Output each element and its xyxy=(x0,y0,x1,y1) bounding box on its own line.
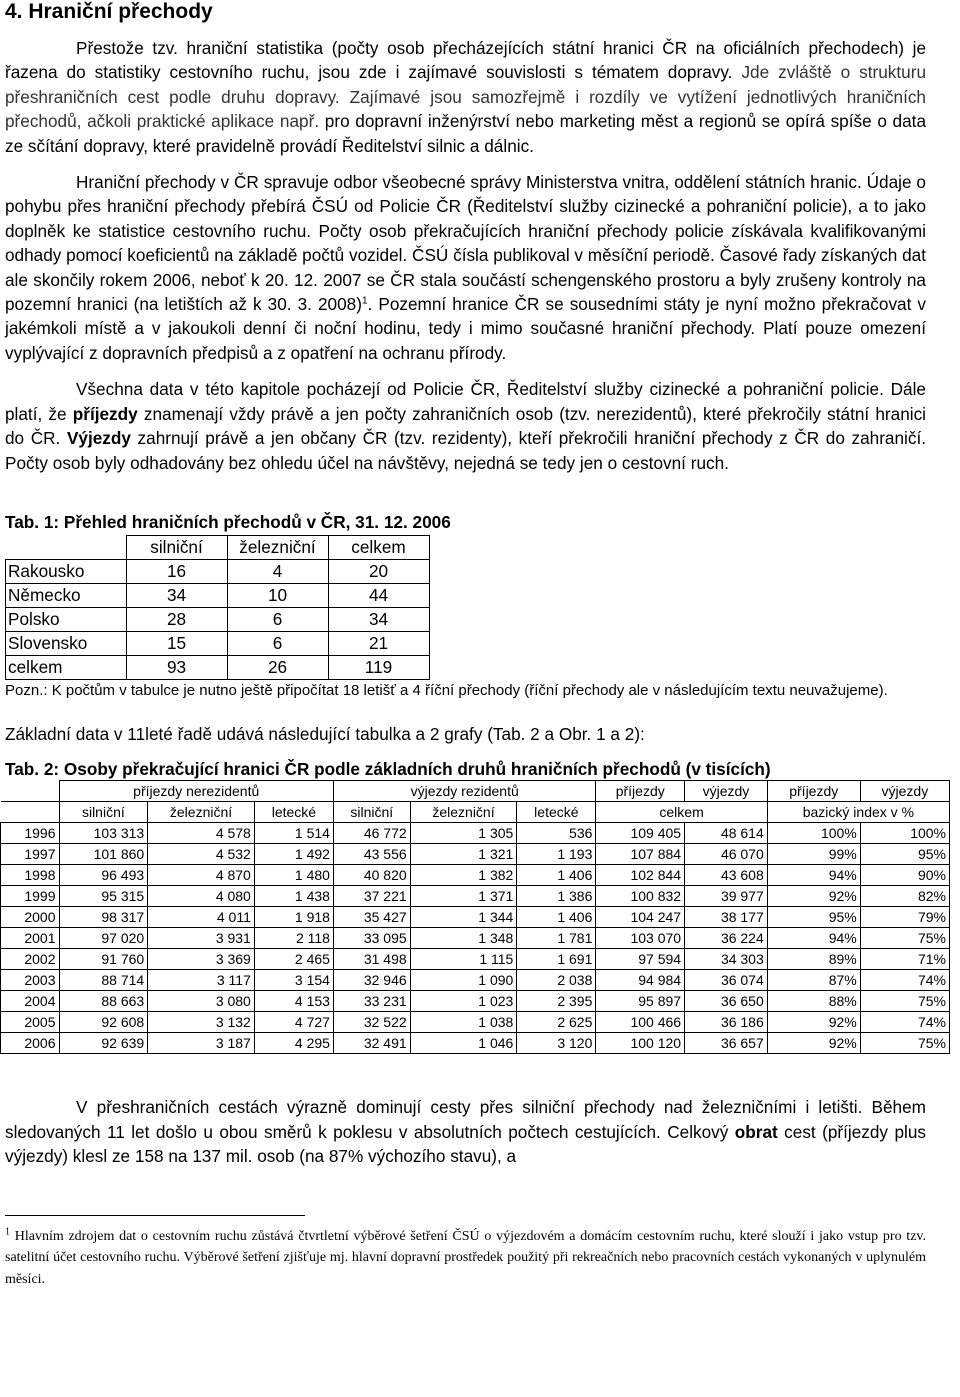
footnote-number: 1 xyxy=(5,1225,10,1237)
value-cell: 87% xyxy=(767,970,860,991)
year-cell: 2003 xyxy=(1,970,60,991)
value-cell: 100 466 xyxy=(596,1012,685,1033)
p1-text-c: pro dopravní inženýrství nebo marketing měst a regionů se opírá spíše o data ze sčítání dopravy, které pravidelně provádí Ředitelství silnic a dálnic. xyxy=(5,111,927,156)
value-cell: 28 xyxy=(126,607,227,631)
value-cell: 36 074 xyxy=(685,970,768,991)
value-cell: 26 xyxy=(227,655,328,679)
term-vyjezdy: Výjezdy xyxy=(66,428,131,449)
value-cell: 1 514 xyxy=(254,823,333,844)
value-cell: 92 608 xyxy=(59,1012,148,1033)
value-cell: 94% xyxy=(767,928,860,949)
value-cell: 15 xyxy=(126,631,227,655)
value-cell: 33 231 xyxy=(333,991,410,1012)
p1-text-b: Jde zvláště o strukturu přeshraničních cest podle druhu dopravy. Zajímavé jsou samozřejmě i rozdíly ve vytížení jednotlivých hraničních přechodů, ačkoli praktické aplikace např. xyxy=(5,62,927,132)
value-cell: 1 321 xyxy=(410,844,517,865)
value-cell: 32 491 xyxy=(333,1033,410,1054)
value-cell: 95% xyxy=(767,907,860,928)
value-cell: 4 011 xyxy=(148,907,255,928)
year-cell: 2004 xyxy=(1,991,60,1012)
country-cell: Německo xyxy=(6,583,127,607)
value-cell: 3 154 xyxy=(254,970,333,991)
value-cell: 95% xyxy=(860,844,949,865)
value-cell: 1 193 xyxy=(517,844,596,865)
value-cell: 92% xyxy=(767,1012,860,1033)
p3-text-d: zahrnují právě a jen občany ČR (tzv. rezidenty), kteří překročili hraniční přechody z ČR do zahraničí. Počty osob byly odhadovány bez ohledu účel na návštěvy, nejedná se tedy jen o cestovní ruch. xyxy=(5,428,926,473)
table-row xyxy=(1,949,950,970)
value-cell: 4 080 xyxy=(148,886,255,907)
table-header-row xyxy=(1,802,950,823)
p4-text-a: V přeshraničních cestách výrazně dominují cesty přes silniční přechody nad železničními i letišti. Během sledovaných 11 let došlo u obou směrů k poklesu v absolutních počtech cestujících. Celkový xyxy=(5,1097,926,1142)
value-cell: 48 614 xyxy=(685,823,768,844)
year-cell: 2002 xyxy=(1,949,60,970)
table-border-traffic xyxy=(0,780,950,1054)
value-cell: 1 115 xyxy=(410,949,517,970)
value-cell: 103 070 xyxy=(596,928,685,949)
value-cell: 109 405 xyxy=(596,823,685,844)
paragraph-intro xyxy=(5,36,926,158)
value-cell: 536 xyxy=(517,823,596,844)
table2-body xyxy=(1,823,950,1054)
value-cell: 20 xyxy=(328,559,429,583)
value-cell: 75% xyxy=(860,928,949,949)
table-header-cell: letecké xyxy=(254,802,333,823)
p4-text-c: cest (příjezdy plus výjezdy) klesl ze 158 na 137 mil. osob (na 87% výchozího stavu), a xyxy=(5,1121,926,1167)
table-header-cell: železniční xyxy=(227,535,328,559)
value-cell: 103 313 xyxy=(59,823,148,844)
value-cell: 1 918 xyxy=(254,907,333,928)
table-header-cell: silniční xyxy=(333,802,410,823)
value-cell: 93 xyxy=(126,655,227,679)
value-cell: 1 691 xyxy=(517,949,596,970)
p3-text-a: Všechna data v této kapitole pocházejí od Policie ČR, Ředitelství služby cizinecké a pohraniční policie. Dále platí, že xyxy=(5,379,926,424)
table-row xyxy=(6,655,430,679)
value-cell: 1 382 xyxy=(410,865,517,886)
value-cell: 88 663 xyxy=(59,991,148,1012)
value-cell: 3 187 xyxy=(148,1033,255,1054)
table-header-cell xyxy=(6,535,127,559)
value-cell: 1 305 xyxy=(410,823,517,844)
p3-text-c: znamenají vždy právě a jen počty zahraničních osob (tzv. nerezidentů), které překročily státní hranici do ČR. xyxy=(5,403,926,449)
document-page xyxy=(5,0,946,1290)
table-header-cell: příjezdy nerezidentů xyxy=(59,781,333,802)
note-text: : K počtům v tabulce je nutno ještě připočítat 18 letišť a 4 říční přechody (říční přechody ale v následujícím textu neuvažujeme). xyxy=(43,681,888,699)
value-cell: 107 884 xyxy=(596,844,685,865)
value-cell: 1 781 xyxy=(517,928,596,949)
value-cell: 94 984 xyxy=(596,970,685,991)
note-label: Pozn. xyxy=(5,681,44,699)
value-cell: 74% xyxy=(860,1012,949,1033)
table1-note xyxy=(5,680,926,701)
value-cell: 1 090 xyxy=(410,970,517,991)
footnote-divider xyxy=(5,1215,305,1216)
value-cell: 34 303 xyxy=(685,949,768,970)
year-cell: 2000 xyxy=(1,907,60,928)
value-cell: 1 348 xyxy=(410,928,517,949)
value-cell: 4 578 xyxy=(148,823,255,844)
year-cell: 1997 xyxy=(1,844,60,865)
value-cell: 100 832 xyxy=(596,886,685,907)
value-cell: 2 118 xyxy=(254,928,333,949)
footnote xyxy=(5,1226,926,1291)
value-cell: 3 080 xyxy=(148,991,255,1012)
paragraph-administration xyxy=(5,170,926,365)
value-cell: 75% xyxy=(860,991,949,1012)
value-cell: 43 556 xyxy=(333,844,410,865)
table-header-cell: železniční xyxy=(148,802,255,823)
value-cell: 89% xyxy=(767,949,860,970)
value-cell: 79% xyxy=(860,907,949,928)
value-cell: 36 650 xyxy=(685,991,768,1012)
value-cell: 2 038 xyxy=(517,970,596,991)
p2-text-b: . Pozemní hranice ČR se sousedními státy je nyní možno překračovat v jakémkoli místě a v jakoukoli denní či noční hodinu, tedy i mimo současné hraniční přechody. Platí pouze omezení vyplývající z dopravních předpisů a z opatření na ochranu přírody. xyxy=(5,294,927,363)
country-cell: Polsko xyxy=(6,607,127,631)
table-header-cell: příjezdy xyxy=(596,781,685,802)
table-header-cell: výjezdy xyxy=(860,781,949,802)
paragraph-summary xyxy=(5,1095,926,1168)
term-obrat: obrat xyxy=(734,1121,778,1142)
table-header-cell: bazický index v % xyxy=(767,802,949,823)
value-cell: 1 480 xyxy=(254,865,333,886)
value-cell: 1 371 xyxy=(410,886,517,907)
value-cell: 4 727 xyxy=(254,1012,333,1033)
table-header-row xyxy=(1,781,950,802)
table-header-cell xyxy=(1,781,60,802)
country-cell: Slovensko xyxy=(6,631,127,655)
value-cell: 39 977 xyxy=(685,886,768,907)
value-cell: 92% xyxy=(767,886,860,907)
table-row xyxy=(1,970,950,991)
value-cell: 44 xyxy=(328,583,429,607)
table-header-cell: silniční xyxy=(126,535,227,559)
table-row xyxy=(6,631,430,655)
year-cell: 2005 xyxy=(1,1012,60,1033)
value-cell: 75% xyxy=(860,1033,949,1054)
table-row xyxy=(1,928,950,949)
value-cell: 34 xyxy=(126,583,227,607)
table-row xyxy=(1,823,950,844)
value-cell: 92 639 xyxy=(59,1033,148,1054)
value-cell: 1 023 xyxy=(410,991,517,1012)
table-header-cell: letecké xyxy=(517,802,596,823)
value-cell: 1 406 xyxy=(517,865,596,886)
p1-text-a: Přestože tzv. hraniční statistika (počty osob přecházejících státní hranici ČR na oficiálních přechodech) je řazena do statistiky cestovního ruchu, jsou zde i zajímavé souvislosti s tématem dopravy. xyxy=(5,38,926,83)
value-cell: 4 295 xyxy=(254,1033,333,1054)
value-cell: 100 120 xyxy=(596,1033,685,1054)
value-cell: 36 657 xyxy=(685,1033,768,1054)
value-cell: 90% xyxy=(860,865,949,886)
table-border-crossings xyxy=(5,535,430,680)
value-cell: 1 038 xyxy=(410,1012,517,1033)
value-cell: 46 070 xyxy=(685,844,768,865)
country-cell: celkem xyxy=(6,655,127,679)
value-cell: 104 247 xyxy=(596,907,685,928)
value-cell: 32 522 xyxy=(333,1012,410,1033)
value-cell: 95 315 xyxy=(59,886,148,907)
value-cell: 33 095 xyxy=(333,928,410,949)
value-cell: 16 xyxy=(126,559,227,583)
value-cell: 3 132 xyxy=(148,1012,255,1033)
value-cell: 4 532 xyxy=(148,844,255,865)
value-cell: 102 844 xyxy=(596,865,685,886)
value-cell: 96 493 xyxy=(59,865,148,886)
paragraph-definitions xyxy=(5,377,926,475)
value-cell: 97 594 xyxy=(596,949,685,970)
table-row xyxy=(1,1033,950,1054)
table-row xyxy=(1,886,950,907)
value-cell: 119 xyxy=(328,655,429,679)
table-header-cell xyxy=(1,802,60,823)
value-cell: 82% xyxy=(860,886,949,907)
p2-text-a: Hraniční přechody v ČR spravuje odbor všeobecné správy Ministerstva vnitra, oddělení státních hranic. Údaje o pohybu přes hraniční přechody přebírá ČSÚ od Policie ČR (Ředitelství služby cizinecké a pohraniční policie), a to jako doplněk ke statistice cestovního ruchu. Počty osob překračujících hraniční přechody policie získávala kvalifikovanými odhady pomocí koeficientů na základě počtů vozidel. ČSÚ čísla publikoval v měsíční periodě. Časové řady získaných dat ale skončily rokem 2006, neboť k 20. 12. 2007 se ČR stala součástí schengenského prostoru a byly zrušeny kontroly na pozemní hranici (na letištích až k 30. 3. 2008) xyxy=(5,172,926,315)
value-cell: 46 772 xyxy=(333,823,410,844)
table-header-cell: výjezdy xyxy=(685,781,768,802)
section-heading: 4. Hraniční přechody xyxy=(5,0,213,23)
value-cell: 3 369 xyxy=(148,949,255,970)
value-cell: 36 224 xyxy=(685,928,768,949)
value-cell: 88 714 xyxy=(59,970,148,991)
table-row xyxy=(6,559,430,583)
country-cell: Rakousko xyxy=(6,559,127,583)
value-cell: 98 317 xyxy=(59,907,148,928)
table-row xyxy=(1,991,950,1012)
value-cell: 101 860 xyxy=(59,844,148,865)
value-cell: 4 xyxy=(227,559,328,583)
value-cell: 91 760 xyxy=(59,949,148,970)
value-cell: 1 344 xyxy=(410,907,517,928)
value-cell: 4 153 xyxy=(254,991,333,1012)
value-cell: 1 438 xyxy=(254,886,333,907)
table-header-cell: výjezdy rezidentů xyxy=(333,781,595,802)
table-header-cell: silniční xyxy=(59,802,148,823)
table-row xyxy=(6,607,430,631)
table-row xyxy=(6,583,430,607)
value-cell: 32 946 xyxy=(333,970,410,991)
table-header-row xyxy=(6,535,430,559)
intro-table2: Základní data v 11leté řadě udává následující tabulka a 2 grafy (Tab. 2 a Obr. 1 a 2): xyxy=(5,723,645,744)
value-cell: 74% xyxy=(860,970,949,991)
value-cell: 31 498 xyxy=(333,949,410,970)
table-header-cell: příjezdy xyxy=(767,781,860,802)
value-cell: 21 xyxy=(328,631,429,655)
value-cell: 71% xyxy=(860,949,949,970)
year-cell: 1998 xyxy=(1,865,60,886)
footnote-text: Hlavním zdrojem dat o cestovním ruchu zůstává čtvrtletní výběrové šetření ČSÚ o výjezdovém a domácím cestovním ruchu, které slouží i jako vstup pro tzv. satelitní účet cestovního ruchu. Výběrové šetření zjišťuje mj. hlavní dopravní prostředek použitý při rekreačních nebo pracovních cestách vykonaných v uplynulém měsíci. xyxy=(5,1228,926,1287)
value-cell: 1 046 xyxy=(410,1033,517,1054)
value-cell: 100% xyxy=(767,823,860,844)
table-row xyxy=(1,907,950,928)
value-cell: 10 xyxy=(227,583,328,607)
value-cell: 2 625 xyxy=(517,1012,596,1033)
table-header-cell: celkem xyxy=(596,802,767,823)
year-cell: 1996 xyxy=(1,823,60,844)
table-row xyxy=(1,844,950,865)
value-cell: 6 xyxy=(227,631,328,655)
value-cell: 97 020 xyxy=(59,928,148,949)
table-row xyxy=(1,865,950,886)
value-cell: 36 186 xyxy=(685,1012,768,1033)
value-cell: 3 120 xyxy=(517,1033,596,1054)
table2-title: Tab. 2: Osoby překračující hranici ČR podle základních druhů hraničních přechodů (v tisících) xyxy=(5,759,771,780)
footnote-ref[interactable]: 1 xyxy=(361,295,368,307)
value-cell: 40 820 xyxy=(333,865,410,886)
value-cell: 34 xyxy=(328,607,429,631)
value-cell: 3 117 xyxy=(148,970,255,991)
term-prijezdy: příjezdy xyxy=(72,403,138,424)
table1-title: Tab. 1: Přehled hraničních přechodů v ČR, 31. 12. 2006 xyxy=(5,511,451,532)
value-cell: 38 177 xyxy=(685,907,768,928)
value-cell: 2 395 xyxy=(517,991,596,1012)
value-cell: 95 897 xyxy=(596,991,685,1012)
value-cell: 35 427 xyxy=(333,907,410,928)
value-cell: 1 386 xyxy=(517,886,596,907)
year-cell: 2001 xyxy=(1,928,60,949)
year-cell: 1999 xyxy=(1,886,60,907)
value-cell: 99% xyxy=(767,844,860,865)
value-cell: 92% xyxy=(767,1033,860,1054)
year-cell: 2006 xyxy=(1,1033,60,1054)
value-cell: 43 608 xyxy=(685,865,768,886)
value-cell: 100% xyxy=(860,823,949,844)
value-cell: 4 870 xyxy=(148,865,255,886)
value-cell: 88% xyxy=(767,991,860,1012)
table-row xyxy=(1,1012,950,1033)
value-cell: 1 406 xyxy=(517,907,596,928)
table-header-cell: železniční xyxy=(410,802,517,823)
value-cell: 1 492 xyxy=(254,844,333,865)
value-cell: 2 465 xyxy=(254,949,333,970)
value-cell: 3 931 xyxy=(148,928,255,949)
table-header-cell: celkem xyxy=(328,535,429,559)
value-cell: 6 xyxy=(227,607,328,631)
value-cell: 37 221 xyxy=(333,886,410,907)
value-cell: 94% xyxy=(767,865,860,886)
